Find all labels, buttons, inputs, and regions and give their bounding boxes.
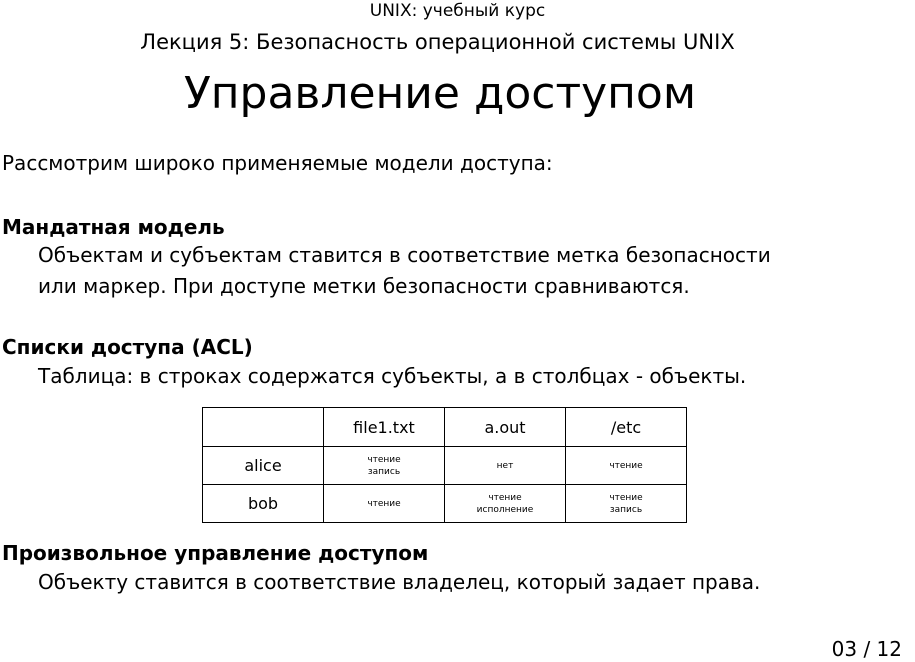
acl-permission-cell <box>566 485 687 523</box>
acl-column-header: /etc <box>566 408 687 447</box>
acl-column-header: file1.txt <box>324 408 445 447</box>
acl-permission: чтение <box>367 454 401 465</box>
section-heading-mandatory: Мандатная модель <box>2 215 225 239</box>
section-text-line: Таблица: в строках содержатся субъекты, а в столбцах - объекты. <box>38 364 747 388</box>
section-text-line: или маркер. При доступе метки безопасности сравниваются. <box>38 274 690 298</box>
acl-permission-cell <box>445 447 566 485</box>
section-heading-discretionary: Произвольное управление доступом <box>2 541 429 565</box>
acl-header-row <box>203 408 687 447</box>
acl-permission: исполнение <box>476 504 534 515</box>
acl-permission: чтение <box>609 492 643 503</box>
acl-permission-cell <box>324 447 445 485</box>
acl-subject: bob <box>203 485 324 523</box>
acl-row <box>203 485 687 523</box>
acl-permission: чтение <box>367 498 401 509</box>
section-text-line: Объектам и субъектам ставится в соответствие метка безопасности <box>38 243 771 267</box>
acl-permission: чтение <box>609 460 643 471</box>
intro-text: Рассмотрим широко применяемые модели доступа: <box>2 151 553 175</box>
acl-table <box>202 407 687 523</box>
acl-column-header: a.out <box>445 408 566 447</box>
acl-permission-cell <box>445 485 566 523</box>
acl-subject: alice <box>203 447 324 485</box>
acl-corner-cell <box>203 408 324 447</box>
section-heading-acl: Списки доступа (ACL) <box>2 335 253 359</box>
acl-permission: запись <box>367 466 401 477</box>
acl-permission: нет <box>496 460 514 471</box>
lecture-title: Лекция 5: Безопасность операционной системы UNIX <box>140 30 735 54</box>
page-number: 03 / 12 <box>831 637 902 661</box>
acl-permission-cell <box>324 485 445 523</box>
acl-permission: чтение <box>488 492 522 503</box>
course-name: UNIX: учебный курс <box>369 1 546 21</box>
acl-row <box>203 447 687 485</box>
section-text-line: Объекту ставится в соответствие владелец, который задает права. <box>38 570 761 594</box>
slide-title: Управление доступом <box>183 68 697 119</box>
acl-permission: запись <box>609 504 643 515</box>
acl-permission-cell <box>566 447 687 485</box>
